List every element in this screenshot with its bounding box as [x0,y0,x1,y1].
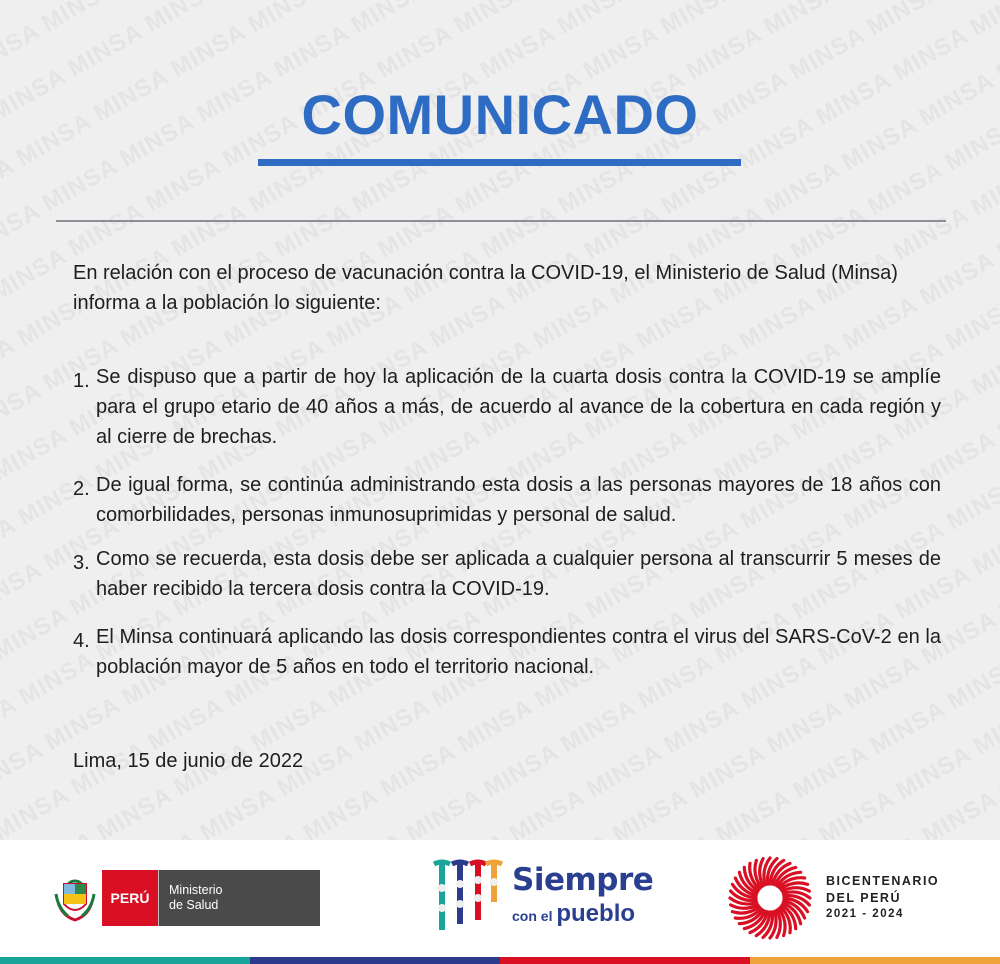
bicentenario-line3: 2021 - 2024 [826,908,904,920]
list-item [73,544,941,604]
list-item-text: Como se recuerda, esta dosis debe ser aplicada a cualquier persona al transcurrir 5 meses de haber recibido la tercera dosis contra la COVID-19. [96,548,941,600]
peru-label: PERÚ [102,870,158,926]
divider [56,220,946,222]
color-stripe [0,957,250,964]
page-title: COMUNICADO [301,83,699,146]
peru-coat-of-arms-icon [52,874,98,922]
ministry-label-line2: de Salud [169,898,219,912]
siempre-con-el-pueblo-logo [432,856,652,936]
ministry-of-health-logo [52,870,320,926]
color-stripe [500,957,750,964]
list-item [73,470,941,530]
color-stripe [750,957,1000,964]
ministry-label [158,870,320,926]
campaign-line2 [512,900,635,928]
document-date: Lima, 15 de junio de 2022 [73,750,304,772]
bicentenario-line1: BICENTENARIO [826,874,940,888]
list-item [73,622,941,682]
footer [0,840,1000,964]
list-item-text: De igual forma, se continúa administrando esta dosis a las personas mayores de 18 años con comorbilidades, personas inmunosuprimidas y personal de salud. [96,474,941,526]
footer-color-stripes [0,957,1000,964]
campaign-line2-small: con el [512,908,553,924]
list-item [73,362,941,452]
bicentenario-line2: DEL PERÚ [826,891,901,905]
campaign-line2-big: pueblo [556,900,636,927]
list-item-number: 2. [73,478,90,500]
intro-paragraph: En relación con el proceso de vacunación contra la COVID-19, el Ministerio de Salud (Minsa) informa a la población lo siguiente: [73,262,898,314]
list-item-text: Se dispuso que a partir de hoy la aplicación de la cuarta dosis contra la COVID-19 se amplíe para el grupo etario de 40 años a más, de acuerdo al avance de la cobertura en cada región y al cierre de brechas. [96,366,941,448]
colored-figures-icon [432,858,504,936]
title-underline [258,159,741,166]
list-item-number: 3. [73,552,90,574]
list-item-number: 1. [73,370,90,392]
list-item-number: 4. [73,630,90,652]
campaign-line1: Siempre [512,862,654,898]
list-item-text: El Minsa continuará aplicando las dosis correspondientes contra el virus del SARS-CoV-2 en la población mayor de 5 años en todo el territorio nacional. [96,626,941,678]
bicentenario-logo [726,854,966,944]
bicentenario-emblem-icon [726,854,814,942]
ministry-label-line1: Ministerio [169,883,223,897]
color-stripe [250,957,500,964]
